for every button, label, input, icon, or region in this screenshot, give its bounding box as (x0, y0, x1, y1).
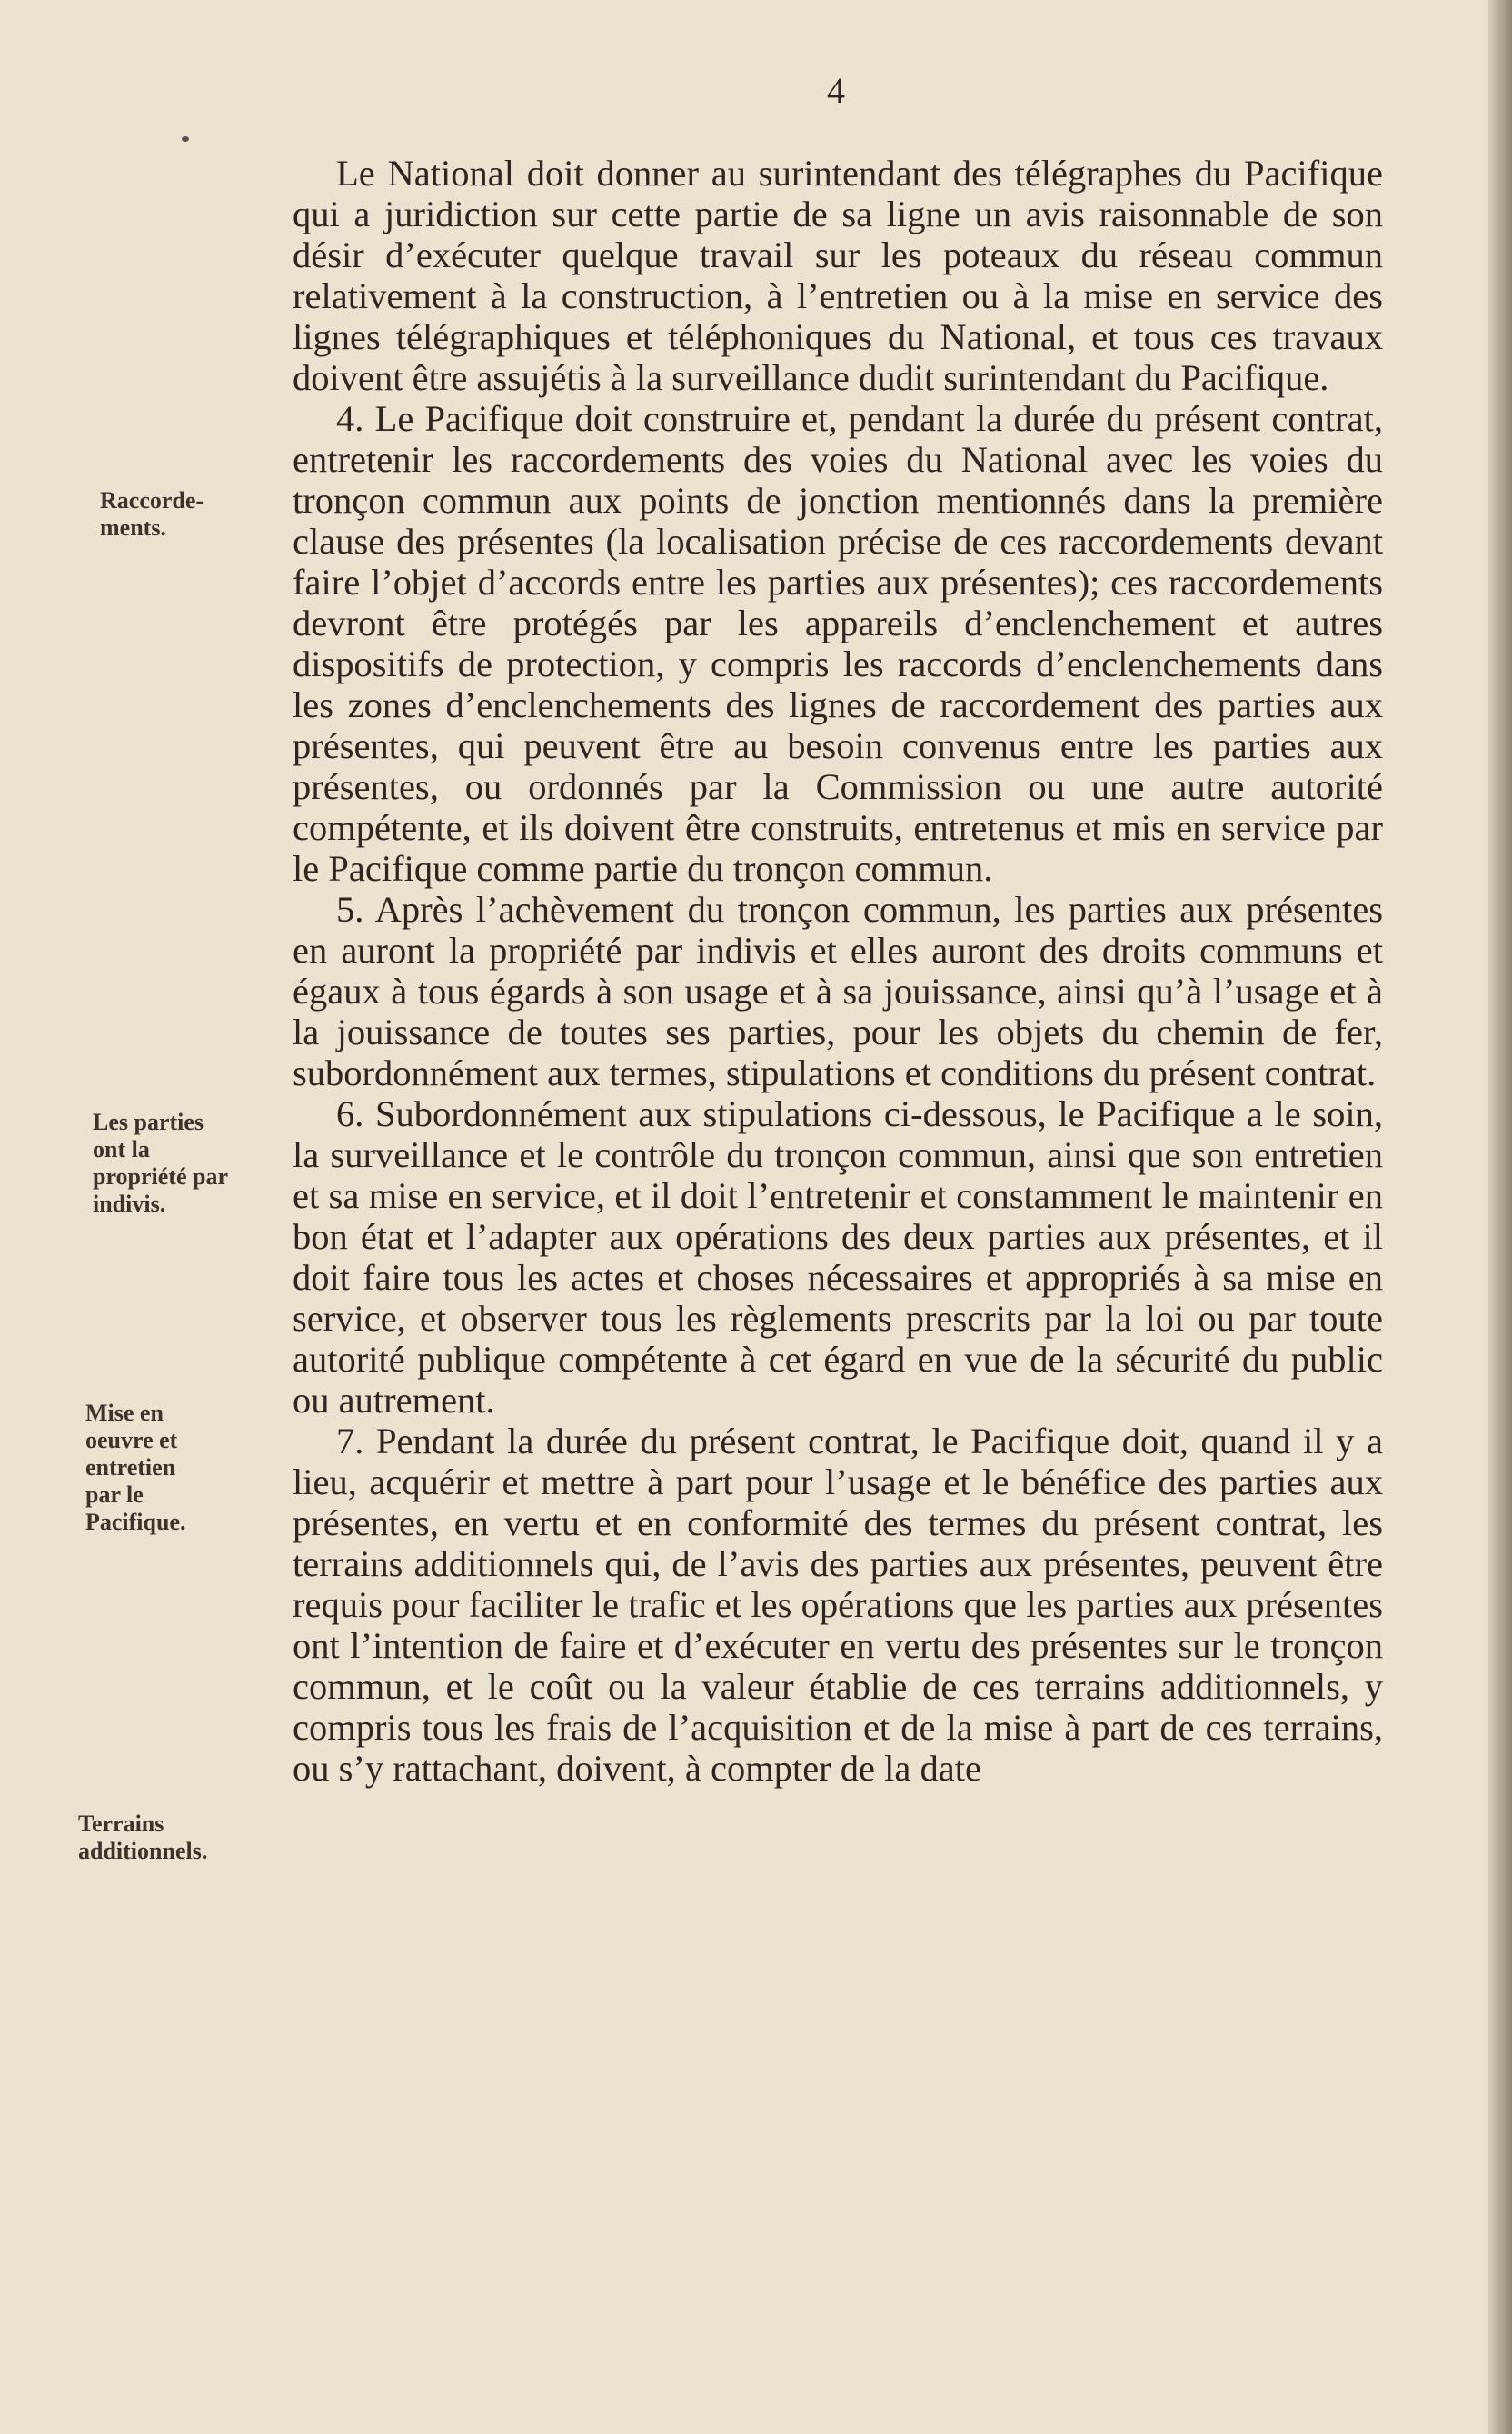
body-text (293, 153, 1383, 1789)
ink-speck (182, 136, 189, 142)
margin-note-raccordements (100, 487, 245, 542)
margin-note-mise-en-oeuvre-text: Mise en oeuvre et entretien par le Pacifique. (85, 1400, 186, 1535)
paragraph-5: 5. Après l’achèvement du tronçon commun, les parties aux présentes en auront la propriété par indivis et elles auront des droits communs et égaux à tous égards à son usage et à sa jouissance, ainsi qu’à l’usage et à la jouissance de toutes ses parties, pour les objets du chemin de fer, subordonnément aux termes, stipulations et conditions du présent contrat. (293, 889, 1383, 1093)
paragraph-4: 4. Le Pacifique doit construire et, pendant la durée du présent contrat, entretenir les raccordements des voies du National avec les voies du tronçon commun aux points de jonction mentionnés dans la première clause des présentes (la localisation précise de ces raccordements devant faire l’objet d’accords entre les parties aux présentes); ces raccordements devront être protégés par les appareils d’enclenchement et autres dispositifs de protection, y compris les raccords d’enclenchements dans les zones d’enclenchements des lignes de raccordement des parties aux présentes, qui peuvent être au besoin convenus entre les parties aux présentes, ou ordonnés par la Commission ou une autre autorité compétente, et ils doivent être construits, entretenus et mis en service par le Pacifique comme partie du tronçon commun. (293, 398, 1383, 889)
margin-note-raccordements-text: Raccorde- ments. (100, 487, 204, 541)
paragraph-6: 6. Subordonnément aux stipulations ci-dessous, le Pacifique a le soin, la surveillance et le contrôle du tronçon commun, ainsi que son entretien et sa mise en service, et il doit l’entretenir et constamment le maintenir en bon état et l’adapter aux opérations des deux parties aux présentes, et il doit faire tous les actes et choses nécessaires et appropriés à sa mise en service, et observer tous les règlements prescrits par la loi ou par toute autorité publique compétente à cet égard en vue de la sécurité du public ou autrement. (293, 1093, 1383, 1421)
paragraph-intro: Le National doit donner au surintendant des télégraphes du Pacifique qui a juridiction sur cette partie de sa ligne un avis raisonnable de son désir d’exécuter quelque travail sur les poteaux du réseau commun relativement à la construction, à l’entretien ou à la mise en service des lignes télégraphiques et téléphoniques du National, et tous ces travaux doivent être assujétis à la surveillance dudit surintendant du Pacifique. (293, 153, 1383, 398)
margin-note-mise-en-oeuvre (85, 1400, 240, 1536)
margin-note-terrains (78, 1811, 260, 1865)
margin-note-terrains-text: Terrains additionnels. (78, 1811, 208, 1864)
page-number: 4 (827, 70, 845, 111)
margin-note-propriete (93, 1109, 274, 1218)
paragraph-7: 7. Pendant la durée du présent contrat, le Pacifique doit, quand il y a lieu, acquérir et mettre à part pour l’usage et le bénéfice des parties aux présentes, en vertu et en conformité des termes du présent contrat, les terrains additionnels qui, de l’avis des parties aux présentes, peuvent être requis pour faciliter le trafic et les opérations que les parties aux présentes ont l’intention de faire et d’exécuter en vertu des présentes sur le tronçon commun, et le coût ou la valeur établie de ces terrains additionnels, y compris tous les frais de l’acquisition et de la mise à part de ces terrains, ou s’y rattachant, doivent, à compter de la date (293, 1421, 1383, 1789)
margin-note-propriete-text: Les parties ont la propriété par indivis. (93, 1109, 228, 1217)
page-edge (1488, 0, 1512, 2434)
